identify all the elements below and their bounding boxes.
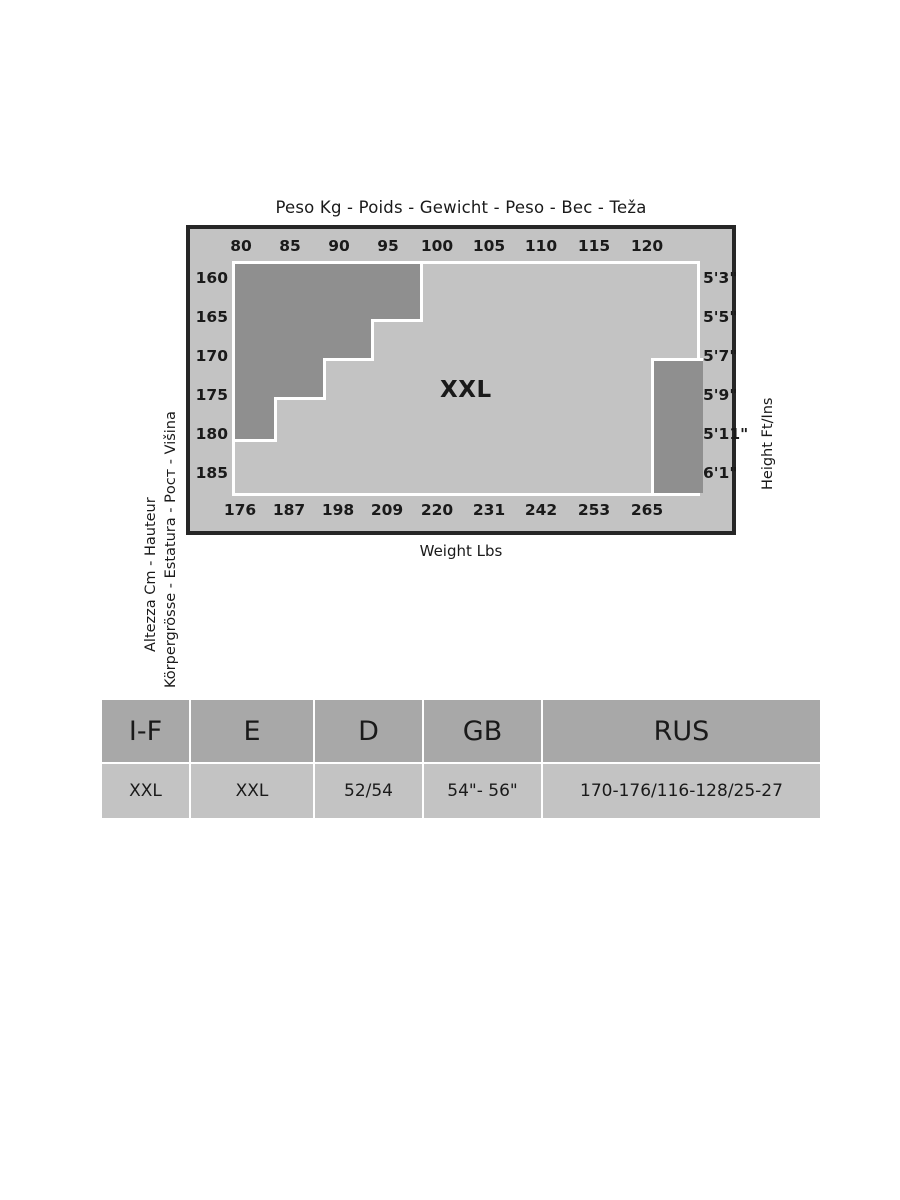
x-top-tick: 115	[577, 237, 611, 255]
y-left-tick: 165	[195, 308, 228, 326]
excluded-region-right	[654, 361, 703, 493]
stair-edge	[274, 397, 326, 400]
x-bottom-tick: 253	[577, 501, 611, 519]
table-cell: 52/54	[314, 763, 423, 819]
axis-label-weight-lbs: Weight Lbs	[419, 542, 503, 560]
table-header-cell: D	[314, 699, 423, 763]
stair-edge	[323, 361, 326, 400]
table-header-cell: I-F	[101, 699, 190, 763]
y-left-tick: 175	[195, 386, 228, 404]
x-top-tick: 95	[377, 237, 399, 255]
x-bottom-tick: 187	[272, 501, 306, 519]
table-header-cell: GB	[423, 699, 542, 763]
stair-edge	[235, 439, 277, 442]
y-right-tick: 6'1"	[703, 464, 738, 482]
x-bottom-tick: 209	[370, 501, 404, 519]
stair-edge	[420, 264, 423, 322]
excluded-region-step-4	[235, 400, 274, 439]
x-top-tick: 110	[524, 237, 558, 255]
x-bottom-tick: 198	[321, 501, 355, 519]
x-top-tick: 120	[630, 237, 664, 255]
stair-edge	[323, 358, 374, 361]
excluded-region-step-3	[235, 361, 323, 400]
x-bottom-tick: 176	[223, 501, 257, 519]
table-row	[101, 763, 821, 819]
axis-label-height-ft: Height Ft/Ins	[760, 397, 776, 490]
y-right-tick: 5'7"	[703, 347, 738, 365]
plot-frame	[186, 225, 749, 535]
y-left-tick: 180	[195, 425, 228, 443]
y-right-tick: 5'5"	[703, 308, 738, 326]
y-right-tick: 5'9"	[703, 386, 738, 404]
excluded-region-step-2	[235, 322, 371, 361]
axis-label-height-cm-line1: Altezza Cm - Hauteur	[143, 497, 159, 652]
size-chart	[0, 190, 900, 688]
y-left-tick: 160	[195, 269, 228, 287]
table-cell: 170-176/116-128/25-27	[542, 763, 821, 819]
axis-label-height-cm-line2: Körpergrösse - Estatura - Рост - Višina	[163, 411, 179, 688]
x-bottom-tick: 242	[524, 501, 558, 519]
table-cell: XXL	[101, 763, 190, 819]
table-header-cell: RUS	[542, 699, 821, 763]
excluded-region-step-1	[235, 264, 420, 322]
table-cell: XXL	[190, 763, 314, 819]
stair-edge	[371, 322, 374, 361]
y-right-tick: 5'11"	[703, 425, 749, 443]
x-top-tick: 90	[328, 237, 350, 255]
stair-edge	[371, 319, 423, 322]
x-top-tick: 100	[420, 237, 454, 255]
size-conversion-table	[100, 698, 822, 820]
y-left-tick: 185	[195, 464, 228, 482]
x-top-tick: 85	[279, 237, 301, 255]
x-top-tick: 80	[230, 237, 252, 255]
region-label-xxl: XXL	[440, 377, 492, 403]
x-bottom-tick: 231	[472, 501, 506, 519]
chart-title-weight-kg: Peso Kg - Poids - Gewicht - Peso - Вес - Teža	[275, 198, 647, 217]
right-block-edge	[651, 358, 703, 361]
right-block-edge	[651, 361, 654, 493]
plot-field	[232, 261, 700, 496]
y-right-tick: 5'3"	[703, 269, 738, 287]
table-header-row	[101, 699, 821, 763]
x-top-tick: 105	[472, 237, 506, 255]
x-bottom-tick: 220	[420, 501, 454, 519]
x-bottom-tick: 265	[630, 501, 664, 519]
table-cell: 54"- 56"	[423, 763, 542, 819]
y-left-tick: 170	[195, 347, 228, 365]
table-header-cell: E	[190, 699, 314, 763]
stair-edge	[274, 400, 277, 442]
